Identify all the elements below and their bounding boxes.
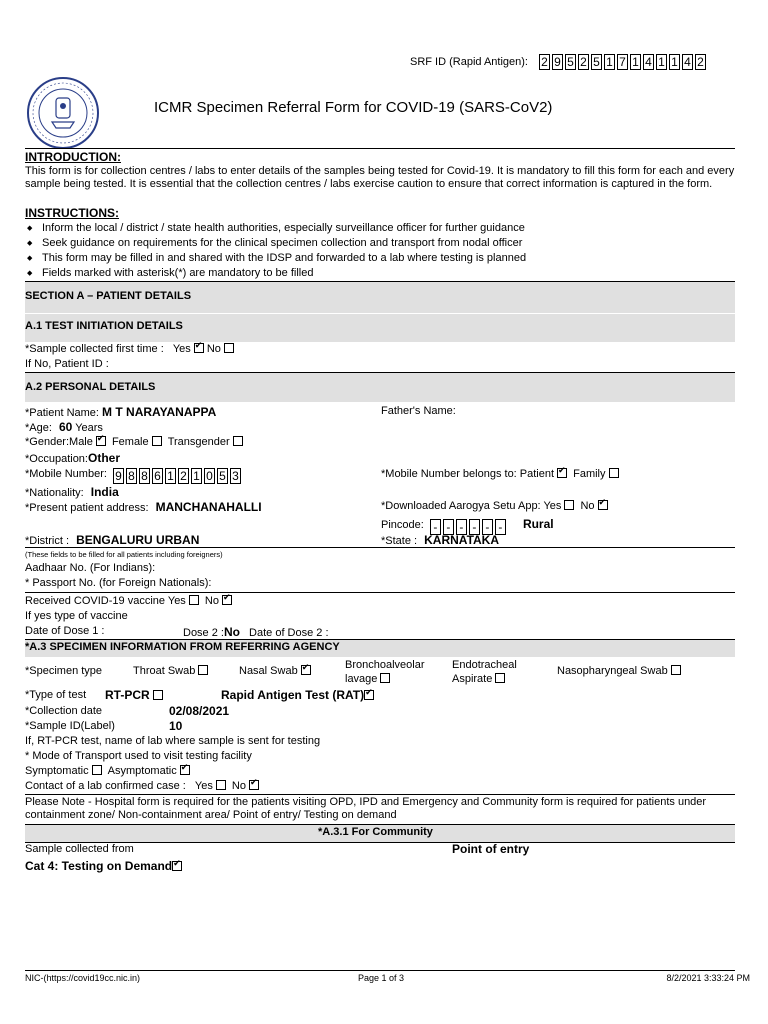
rat-label: Rapid Antigen Test (RAT): [221, 688, 365, 702]
mobile-number-digits: [113, 468, 243, 484]
rat-option: [221, 688, 374, 702]
no-label: No: [206, 343, 221, 355]
fields-note: (These fields to be filled for all patients including foreigners): [25, 550, 223, 559]
intro-heading: INTRODUCTION:: [25, 150, 121, 164]
gender-transgender-label: Transgender: [167, 436, 230, 448]
a2-title: A.2 PERSONAL DETAILS: [25, 381, 156, 393]
address-row: [25, 500, 262, 514]
srf-digit-box: 4: [643, 54, 654, 70]
sample-id-label: *Sample ID(Label): [25, 720, 115, 732]
gender-male-checkbox[interactable]: [96, 436, 106, 446]
asymptomatic-checkbox[interactable]: [180, 765, 190, 775]
srf-digit-box: 1: [656, 54, 667, 70]
symptom-row: [25, 765, 190, 777]
srf-id-digits: [539, 53, 708, 71]
vaccine-no-checkbox[interactable]: [222, 595, 232, 605]
srf-digit-box: 2: [695, 54, 706, 70]
rtpcr-checkbox[interactable]: [153, 690, 163, 700]
section-a-title: SECTION A – PATIENT DETAILS: [25, 290, 192, 302]
aarogya-no-checkbox[interactable]: [598, 500, 608, 510]
instruction-item: ◆ This form may be filled in and shared with the IDSP and forwarded to a lab where testing is planned: [25, 251, 526, 266]
srf-id-label: SRF ID (Rapid Antigen):: [410, 56, 528, 68]
srf-digit-box: 1: [669, 54, 680, 70]
throat-swab-checkbox[interactable]: [198, 665, 208, 675]
district-label: *District :: [25, 535, 69, 547]
community-title: *A.3.1 For Community: [318, 826, 433, 838]
dose2-value: No: [223, 625, 240, 639]
patient-id-label: If No, Patient ID :: [25, 358, 109, 370]
aarogya-yes-checkbox[interactable]: [564, 500, 574, 510]
footer-left: NIC-(https://covid19cc.nic.in): [25, 973, 141, 983]
endo-label-1: Endotracheal: [452, 659, 517, 671]
contact-label: Contact of a lab confirmed case :: [25, 780, 186, 792]
vaccine-row: [25, 595, 232, 607]
mobile-family-checkbox[interactable]: [609, 468, 619, 478]
test-type-label: *Type of test: [25, 689, 87, 701]
passport-label: * Passport No. (for Foreign Nationals):: [25, 577, 212, 589]
contact-yes-label: Yes: [194, 780, 213, 792]
vaccine-label: Received COVID-19 vaccine Yes: [25, 595, 186, 607]
vaccine-no-label: No: [204, 595, 219, 607]
naso-option: [557, 665, 681, 677]
footer-timestamp: 8/2/2021 3:33:24 PM: [666, 973, 750, 983]
state-row: [381, 533, 499, 547]
transport-label: * Mode of Transport used to visit testing facility: [25, 750, 252, 762]
gender-transgender-checkbox[interactable]: [233, 436, 243, 446]
footer-divider: [25, 970, 735, 971]
mobile-digit-box: 0: [204, 468, 215, 484]
mobile-digit-box: 2: [178, 468, 189, 484]
sample-first-time-label: *Sample collected first time :: [25, 343, 164, 355]
vaccine-type-label: If yes type of vaccine: [25, 610, 128, 622]
mobile-family-label: Family: [573, 468, 606, 480]
mobile-digit-box: 1: [191, 468, 202, 484]
cat4-label: Cat 4: Testing on Demand: [25, 859, 173, 873]
occupation-label: *Occupation:: [25, 453, 88, 465]
symptomatic-checkbox[interactable]: [92, 765, 102, 775]
patient-name-label: *Patient Name:: [25, 407, 99, 419]
mobile-patient-checkbox[interactable]: [557, 468, 567, 478]
throat-swab-option: [133, 665, 208, 677]
instruction-item: ◆ Seek guidance on requirements for the clinical specimen collection and transport from nodal officer: [25, 236, 526, 251]
dose2-label: Dose 2 :: [183, 627, 224, 639]
srf-digit-box: 7: [617, 54, 628, 70]
vaccine-yes-checkbox[interactable]: [189, 595, 199, 605]
address-label: *Present patient address:: [25, 502, 149, 514]
cat4-checkbox[interactable]: [172, 861, 182, 871]
address-value: MANCHANAHALLI: [155, 500, 262, 514]
form-title: ICMR Specimen Referral Form for COVID-19 (SARS-CoV2): [154, 99, 553, 116]
pincode-digit-box: -: [469, 519, 480, 535]
patient-name-row: [25, 405, 216, 419]
broncho-checkbox[interactable]: [380, 673, 390, 683]
footer-page: Page 1 of 3: [358, 973, 405, 983]
gender-row: [25, 436, 243, 448]
patient-name-value: M T NARAYANAPPA: [102, 405, 217, 419]
aarogya-no-label: No: [580, 500, 595, 512]
collection-date-label: *Collection date: [25, 705, 103, 717]
nationality-row: [25, 485, 119, 499]
gender-female-label: Female: [111, 436, 149, 448]
divider: [25, 592, 735, 593]
asymptomatic-label: Asymptomatic: [107, 765, 177, 777]
endo-option: [452, 673, 505, 685]
nationality-label: *Nationality:: [25, 487, 84, 499]
mobile-digit-box: 6: [152, 468, 163, 484]
intro-text: This form is for collection centres / labs to enter details of the samples being tested for Covid-19. It is mandatory to fill this form for each and every sample being tested. It is essential that the collection centres / labs exercise caution to ensure that correct information is captured in the form.: [25, 165, 735, 190]
collected-from-label: Sample collected from: [25, 843, 134, 855]
specimen-type-label: *Specimen type: [25, 665, 103, 677]
cat4-option: [25, 859, 182, 873]
gender-male-label: *Gender:Male: [25, 436, 93, 448]
mobile-digit-box: 3: [230, 468, 241, 484]
occupation-value: Other: [87, 451, 120, 465]
divider: [25, 547, 735, 548]
endo-label-2: Aspirate: [452, 673, 493, 685]
icmr-logo: [26, 76, 100, 150]
srf-digit-box: 2: [578, 54, 589, 70]
dose1-label: Date of Dose 1 :: [25, 625, 105, 637]
srf-digit-box: 4: [682, 54, 693, 70]
instruction-item: ◆ Inform the local / district / state health authorities, especially surveillance officer for further guidance: [25, 221, 526, 236]
district-row: [25, 533, 199, 547]
a1-title: A.1 TEST INITIATION DETAILS: [25, 320, 183, 332]
throat-swab-label: Throat Swab: [133, 665, 196, 677]
pincode-digit-box: -: [495, 519, 506, 535]
hospital-note: Please Note - Hospital form is required for the patients visiting OPD, IPD and Emergency and Community form is required for patients under containment zone/ Non-containment area/ Point of entry/ Testing on demand: [25, 796, 707, 821]
nasal-swab-option: [239, 665, 311, 677]
sample-first-time-row: [25, 343, 234, 355]
lab-name-label: If, RT-PCR test, name of lab where sample is sent for testing: [25, 735, 321, 747]
occupation-row: [25, 451, 120, 465]
pincode-digit-box: -: [456, 519, 467, 535]
nasal-swab-checkbox[interactable]: [301, 665, 311, 675]
instruction-item: ◆ Fields marked with asterisk(*) are mandatory to be filled: [25, 266, 526, 281]
dose2-date-label: Date of Dose 2 :: [249, 627, 329, 639]
mobile-digit-box: 1: [165, 468, 176, 484]
mobile-digit-box: 8: [126, 468, 137, 484]
point-of-entry-label: Point of entry: [452, 842, 530, 856]
sample-first-yes-checkbox[interactable]: [194, 343, 204, 353]
srf-digit-box: 1: [604, 54, 615, 70]
mobile-digit-box: 8: [139, 468, 150, 484]
srf-digit-box: 1: [630, 54, 641, 70]
divider: [25, 794, 735, 795]
naso-checkbox[interactable]: [671, 665, 681, 675]
state-label: *State :: [381, 535, 418, 547]
gender-female-checkbox[interactable]: [152, 436, 162, 446]
age-row: [25, 420, 103, 434]
collection-date-value: 02/08/2021: [169, 704, 230, 718]
age-value: 60: [58, 420, 73, 434]
nationality-value: India: [90, 485, 119, 499]
pincode-digit-box: -: [430, 519, 441, 535]
father-name-label: Father's Name:: [381, 405, 456, 417]
nasal-swab-label: Nasal Swab: [239, 665, 298, 677]
instructions-heading: INSTRUCTIONS:: [25, 206, 119, 220]
contact-yes-checkbox[interactable]: [216, 780, 226, 790]
divider: [25, 148, 735, 149]
aadhaar-label: Aadhaar No. (For Indians):: [25, 562, 156, 574]
symptomatic-label: Symptomatic: [25, 765, 89, 777]
mobile-label: *Mobile Number:: [25, 468, 107, 480]
mobile-belongs-row: [381, 468, 619, 480]
mobile-row: [25, 468, 243, 484]
state-value: KARNATAKA: [424, 533, 500, 547]
srf-digit-box: 9: [552, 54, 563, 70]
sample-id-value: 10: [169, 719, 183, 733]
district-value: BENGALURU URBAN: [76, 533, 200, 547]
dose2-row: [183, 625, 329, 639]
broncho-option: [345, 673, 390, 685]
srf-digit-box: 5: [565, 54, 576, 70]
endo-checkbox[interactable]: [495, 673, 505, 683]
aarogya-label: *Downloaded Aarogya Setu App: Yes: [381, 500, 562, 512]
broncho-label-2: lavage: [345, 673, 378, 685]
rat-checkbox[interactable]: [364, 690, 374, 700]
age-label: *Age:: [25, 422, 52, 434]
srf-digit-box: 5: [591, 54, 602, 70]
pincode-digit-box: -: [443, 519, 454, 535]
rural-value: Rural: [522, 517, 554, 531]
contact-no-checkbox[interactable]: [249, 780, 259, 790]
naso-label: Nasopharyngeal Swab: [557, 665, 668, 677]
broncho-label-1: Bronchoalveolar: [345, 659, 425, 671]
a3-title: *A.3 SPECIMEN INFORMATION FROM REFERRING AGENCY: [25, 641, 340, 653]
yes-label: Yes: [172, 343, 191, 355]
sample-first-no-checkbox[interactable]: [224, 343, 234, 353]
pincode-digit-box: -: [482, 519, 493, 535]
instructions-list: [25, 221, 526, 281]
aarogya-row: [381, 500, 608, 512]
rtpcr-label: RT-PCR: [105, 688, 150, 702]
mobile-digit-box: 9: [113, 468, 124, 484]
mobile-digit-box: 5: [217, 468, 228, 484]
mobile-belongs-label: *Mobile Number belongs to: Patient: [381, 468, 555, 480]
age-unit: Years: [75, 422, 103, 434]
contact-row: [25, 780, 259, 792]
rtpcr-option: [105, 688, 163, 702]
contact-no-label: No: [231, 780, 246, 792]
pincode-label: Pincode:: [381, 519, 424, 531]
srf-digit-box: 2: [539, 54, 550, 70]
